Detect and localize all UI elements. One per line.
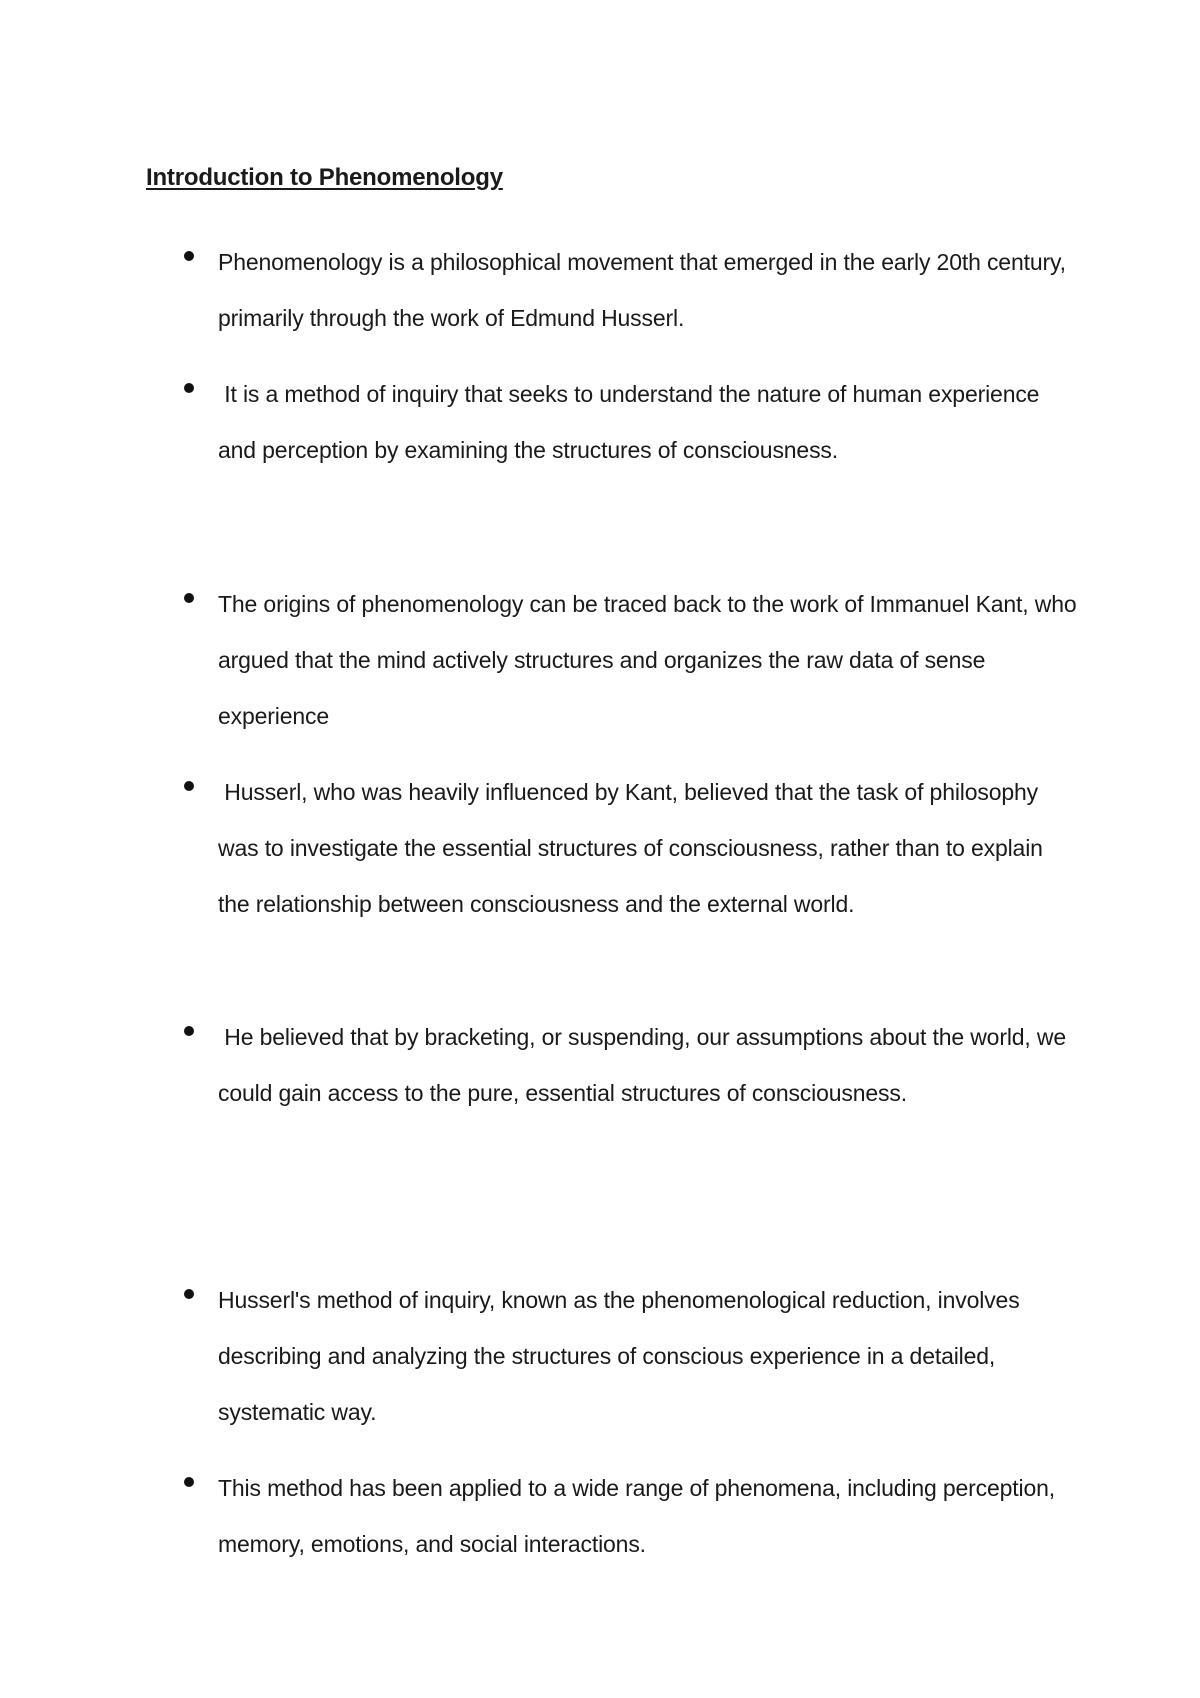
bullet-text: Phenomenology is a philosophical movement that emerged in the early 20th century, primarily through the work of Edmund Husserl.	[218, 249, 1073, 331]
bullet-text: Husserl, who was heavily influenced by Kant, believed that the task of philosophy was to investigate the essential structures of consciousness, rather than to explain the relationship between consciousness and the external world.	[218, 779, 1050, 917]
bullet-icon	[184, 1477, 194, 1487]
bullet-icon	[184, 1289, 194, 1299]
bullet-text: He believed that by bracketing, or suspending, our assumptions about the world, we could gain access to the pure, essential structures of consciousness.	[218, 1024, 1073, 1106]
bullet-text: Husserl's method of inquiry, known as the phenomenological reduction, involves describing and analyzing the structures of conscious experience in a detailed, systematic way.	[218, 1287, 1026, 1425]
bullet-icon	[184, 251, 194, 261]
bullet-text: This method has been applied to a wide range of phenomena, including perception, memory, emotions, and social interactions.	[218, 1475, 1062, 1557]
bullet-text: It is a method of inquiry that seeks to understand the nature of human experience and perception by examining the structures of consciousness.	[218, 381, 1046, 463]
bullet-icon	[184, 593, 194, 603]
bullet-icon	[184, 781, 194, 791]
document-title: Introduction to Phenomenology	[146, 164, 503, 191]
bullet-text: The origins of phenomenology can be traced back to the work of Immanuel Kant, who argued that the mind actively structures and organizes the raw data of sense experience	[218, 591, 1083, 729]
bullet-icon	[184, 1026, 194, 1036]
bullet-icon	[184, 383, 194, 393]
